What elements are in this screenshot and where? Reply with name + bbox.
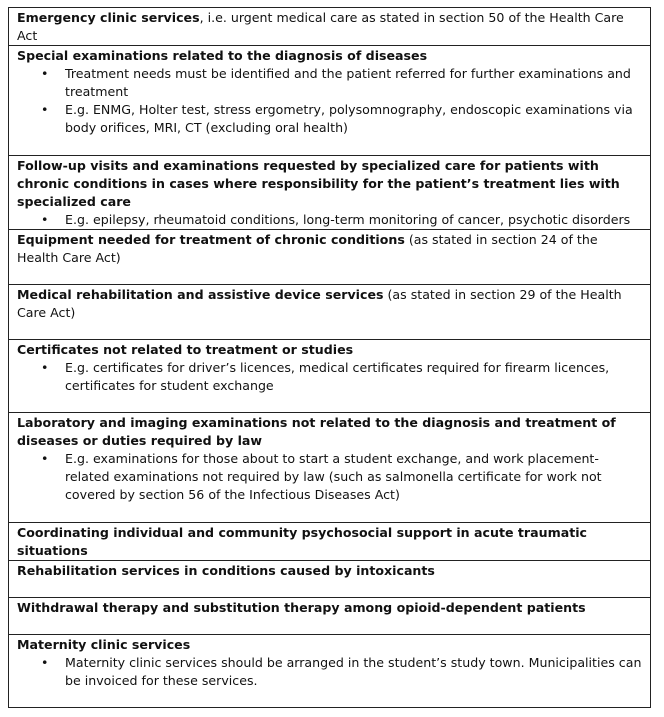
list-item: • E.g. examinations for those about to start a student exchange, and work placement-related examinations not required by law (such as salmonella certificate for work not covered by section 56 of the Infectious Diseases Act)	[65, 450, 642, 504]
row-title: Coordinating individual and community psychosocial support in acute traumatic situations	[17, 525, 588, 558]
table-cell	[9, 156, 651, 230]
row-title: Medical rehabilitation and assistive device services	[17, 287, 384, 302]
table-cell	[9, 561, 651, 598]
table-row	[9, 561, 651, 598]
services-table	[8, 7, 651, 708]
list-item: • Treatment needs must be identified and the patient referred for further examinations and treatment	[65, 65, 642, 101]
table-row	[9, 156, 651, 230]
bullet-list	[17, 359, 642, 395]
list-item: • E.g. ENMG, Holter test, stress ergometry, polysomnography, endoscopic examinations via body orifices, MRI, CT (excluding oral health)	[65, 101, 642, 137]
row-title: Emergency clinic services	[17, 10, 200, 25]
row-title: Laboratory and imaging examinations not related to the diagnosis and treatment of diseases or duties required by law	[17, 415, 616, 448]
table-row	[9, 598, 651, 635]
row-text: (as stated in section 24 of the Health Care Act)	[17, 232, 598, 265]
row-title: Special examinations related to the diagnosis of diseases	[17, 48, 428, 63]
table-row	[9, 523, 651, 561]
table-row	[9, 8, 651, 46]
table-cell	[9, 598, 651, 635]
row-title: Equipment needed for treatment of chronic conditions	[17, 232, 405, 247]
table-cell	[9, 413, 651, 523]
table-cell	[9, 523, 651, 561]
list-item: • E.g. certificates for driver’s licences, medical certificates required for firearm licences, certificates for student exchange	[65, 359, 642, 395]
table-row	[9, 635, 651, 708]
table-cell	[9, 46, 651, 156]
row-title: Certificates not related to treatment or studies	[17, 342, 354, 357]
bullet-list	[17, 450, 642, 504]
bullet-list	[17, 65, 642, 137]
row-text: (as stated in section 29 of the Health Care Act)	[17, 287, 622, 320]
row-text: , i.e. urgent medical care as stated in section 50 of the Health Care Act	[17, 10, 624, 43]
row-title: Rehabilitation services in conditions caused by intoxicants	[17, 563, 435, 578]
table-row	[9, 285, 651, 340]
row-title: Maternity clinic services	[17, 637, 191, 652]
row-title: Withdrawal therapy and substitution therapy among opioid-dependent patients	[17, 600, 586, 615]
table-row	[9, 413, 651, 523]
row-title: Follow-up visits and examinations requested by specialized care for patients with chronic conditions in cases where responsibility for the patient’s treatment lies with specialized care	[17, 158, 620, 209]
table-cell	[9, 340, 651, 413]
table-cell	[9, 285, 651, 340]
bullet-list	[17, 211, 642, 229]
list-item: • Maternity clinic services should be arranged in the student’s study town. Municipalities can be invoiced for these services.	[65, 654, 642, 690]
table-cell	[9, 635, 651, 708]
list-item: • E.g. epilepsy, rheumatoid conditions, long-term monitoring of cancer, psychotic disorders	[65, 211, 642, 229]
table-row	[9, 230, 651, 285]
table-cell	[9, 230, 651, 285]
table-cell	[9, 8, 651, 46]
table-row	[9, 340, 651, 413]
table-row	[9, 46, 651, 156]
bullet-list	[17, 654, 642, 690]
